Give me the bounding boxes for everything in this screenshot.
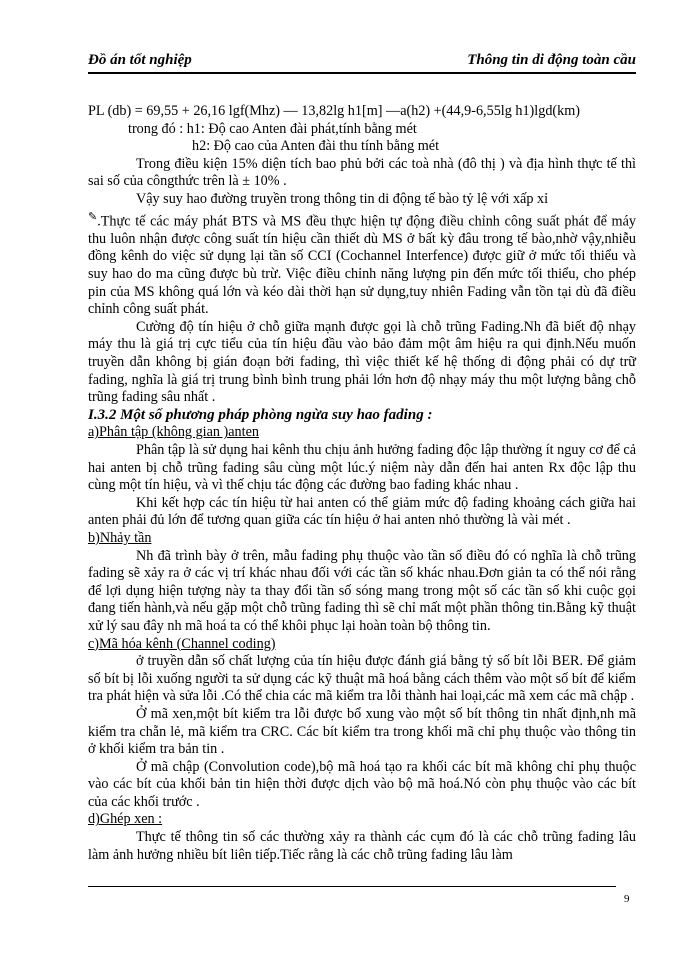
subsection-b-paragraph-1: Nh đã trình bày ở trên, mẫu fading phụ thuộc vào tần số điều đó có nghĩa là chỗ trũng fading sẽ xảy ra ở các vị trí khác nhau đối với các tần số khác nhau.Đơn giản ta có thể nói rằng để lợi dụng hiện tượng này ta thay đổi tần số sóng mang trong một số các tần số khi cuộc gọi đang tiến hành,và nếu gặp một chỗ trũng fading thì sẽ chỉ mất một phần thông tin.Bằng kỹ thuật xử lý sau đây nh mã hoá ta có thể khôi phục lại hoàn toàn bộ thông tin. (88, 547, 636, 634)
subsection-c-paragraph-1: ở truyền dẫn số chất lượng của tín hiệu được đánh giá bằng tỷ số bít lỗi BER. Để giảm số bít bị lỗi xuống người ta sử dụng các kỹ thuật mã hoá bằng cách thêm vào một số bít để kiểm tra phát hiện và sửa lỗi .Có thể chia các mã kiểm tra lỗi thành hai loại,các mã xem các mã chập . (88, 653, 636, 705)
paragraph-fading: Cường độ tín hiệu ở chỗ giữa mạnh được gọi là chỗ trũng Fading.Nh đã biết độ nhạy máy thu là giá trị cực tiểu của tín hiệu đầu vào bảo đảm một âm hiệu ra qui định.Nếu muốn truyền dẫn không bị gián đoạn bởi fading, thì việc thiết kế hệ thống di động phải có dự trữ fading, nghĩa là giá trị trung bình bình trung phải lớn hơn độ nhạy máy thu một lượng bằng chỗ trũng fading sâu nhất . (88, 318, 636, 406)
paragraph-loss: Vậy suy hao đường truyền trong thông tin di động tế bào tỷ lệ với xấp xỉ (136, 190, 549, 207)
subsection-d-title: d)Ghép xen : (88, 811, 163, 828)
page-body (88, 103, 636, 864)
page-number: 9 (624, 893, 630, 905)
footer-divider (88, 886, 616, 887)
subsection-d-paragraph-1: Thực tế thông tin số các thường xảy ra thành các cụm đó là các chỗ trũng fading lâu làm ảnh hưởng nhiều bít liên tiếp.Tiếc rằng là các chỗ trũng fading lâu làm (88, 829, 636, 863)
subsection-c-title: c)Mã hóa kênh (Channel coding) (88, 635, 276, 652)
header-thesis-title: Đồ án tốt nghiệp (88, 52, 192, 68)
subsection-a-title: a)Phân tập (không gian )anten (88, 424, 259, 441)
subsection-b-title: b)Nhảy tần (88, 529, 152, 546)
inline-symbol-icon: ✎ (88, 210, 98, 223)
subsection-c-paragraph-2: Ở mã xen,một bít kiểm tra lỗi được bổ xung vào một số bít thông tin nhất định,nh mã kiểm tra chẵn lẻ, mã kiểm tra CRC. Các bít kiểm tra trong khối mã chỉ phụ thuộc vào thông tin ở khối kiểm tra bản tin . (88, 705, 636, 758)
header-topic-title: Thông tin di động toàn cầu (467, 52, 636, 68)
formula-where-h2: h2: Độ cao của Anten đài thu tính bằng mét (192, 138, 440, 155)
paragraph-bts-text: .Thực tế các máy phát BTS và MS đều thực hiện tự động điều chỉnh công suất phát để máy thu luôn nhận được công suất tín hiệu cần thiết dù MS ở bất kỳ đâu trong tế bào,nhờ vậy,nhiễu đồng kênh do việc sử dụng lại tần số CCI (Cochannel Interfence) được giữ ở mức tối thiểu và suy hao do ma cũng được bù trừ. Việc điều chỉnh năng lượng pin đến mức tối thiểu, cho phép pin của MS không quá lớn và kéo dài thời hạn sử dụng,tuy nhiên Fading vẫn tồn tại dù đã điều chỉnh công suất phát. (88, 213, 636, 318)
section-heading: I.3.2 Một số phương pháp phòng ngừa suy hao fading : (88, 406, 433, 423)
path-loss-formula: PL (db) = 69,55 + 26,16 lgf(Mhz) — 13,82lg h1[m] —a(h2) +(44,9-6,55lg h1)lgd(km) (88, 103, 580, 119)
paragraph-condition: Trong điều kiện 15% diện tích bao phủ bởi các toà nhà (đô thị ) và địa hình thực tế thì sai số của côngthức trên là ± 10% . (88, 155, 636, 190)
paragraph-bts (88, 209, 636, 319)
subsection-a-paragraph-1: Phân tập là sử dụng hai kênh thu chịu ảnh hưởng fading độc lập thường ít nguy cơ để cả hai anten bị chỗ trũng fading sâu cùng một lúc.ý niệm này dẫn đến hai anten Rx độc lập thu cùng một tín hiệu, và vì thế chịu tác động các đường bao fading khác nhau . (88, 442, 636, 494)
subsection-c-paragraph-3: Ở mã chập (Convolution code),bộ mã hoá tạo ra khối các bít mã không chỉ phụ thuộc vào các bít của khối bản tin hiện thời được dịch vào bộ mã hoá.Nó còn phụ thuộc vào các bít của các khối trước . (88, 758, 636, 810)
subsection-a-paragraph-2: Khi kết hợp các tín hiệu từ hai anten có thể giảm mức độ fading khoảng cách giữa hai anten phải đủ lớn để tương quan giữa các tín hiệu ở hai anten nhỏ thường là vài mét . (88, 494, 636, 529)
formula-where-h1: trong đó : h1: Độ cao Anten đài phát,tính bằng mét (128, 120, 417, 137)
page-header (88, 50, 636, 74)
